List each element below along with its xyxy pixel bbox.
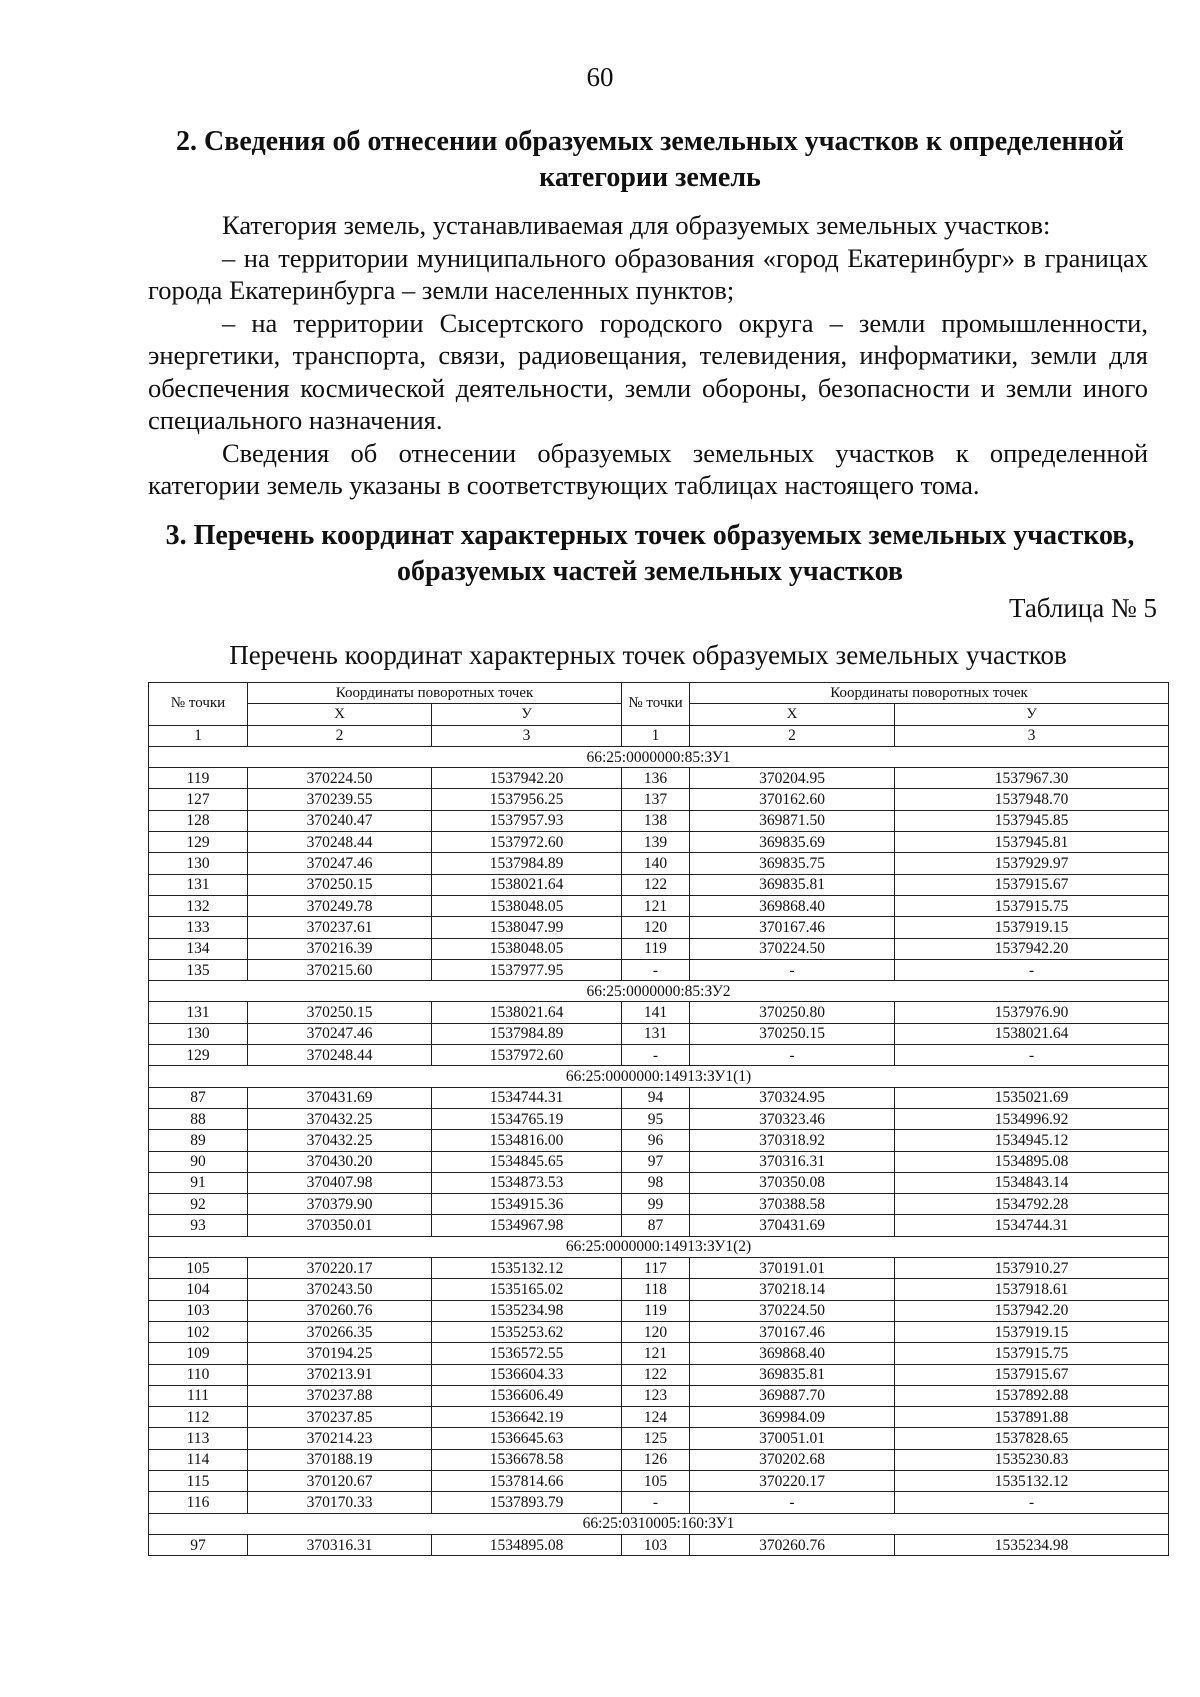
coord-x-cell: 370218.14 <box>690 1279 895 1300</box>
coord-y-cell: 1535021.69 <box>895 1087 1169 1108</box>
coord-x-cell: 370051.01 <box>690 1428 895 1449</box>
coord-y-cell: 1537915.75 <box>895 1343 1169 1364</box>
coord-x-cell: 370388.58 <box>690 1194 895 1215</box>
coord-y-cell: 1537893.79 <box>432 1492 622 1513</box>
point-number-cell: 129 <box>149 832 248 853</box>
coord-x-cell: 370120.67 <box>248 1470 432 1491</box>
table-row <box>149 1023 1169 1044</box>
table-row <box>149 1343 1169 1364</box>
coord-y-cell: 1538048.05 <box>432 938 622 959</box>
coord-y-cell: 1535234.98 <box>432 1300 622 1321</box>
coord-x-cell: 370247.46 <box>248 1023 432 1044</box>
coord-y-cell: 1537918.61 <box>895 1279 1169 1300</box>
coord-x-cell: 370318.92 <box>690 1130 895 1151</box>
table-row <box>149 1130 1169 1151</box>
column-index: 2 <box>690 725 895 746</box>
table-row <box>149 1279 1169 1300</box>
coord-y-cell: 1537915.67 <box>895 1364 1169 1385</box>
coord-x-cell: 370237.61 <box>248 917 432 938</box>
coord-x-cell: 370247.46 <box>248 853 432 874</box>
coord-y-cell: 1534895.08 <box>432 1534 622 1555</box>
coord-x-cell: 369984.09 <box>690 1407 895 1428</box>
table-row <box>149 853 1169 874</box>
coord-x-cell: 370167.46 <box>690 917 895 938</box>
paragraph-sysert: – на территории Сысертского городского округа – земли промышленности, энергетики, транспорта, связи, радиовещания, телевидения, информатики, земли для обеспечения космической деятельности, земли обороны, безопасности и земли иного специального назначения. <box>148 307 1148 435</box>
table-row <box>149 1215 1169 1236</box>
parcel-id: 66:25:0310005:160:ЗУ1 <box>149 1513 1169 1534</box>
table-row <box>149 832 1169 853</box>
header-coordinates: Координаты поворотных точек <box>690 683 1169 704</box>
table-row <box>149 768 1169 789</box>
coord-x-cell: 370224.50 <box>690 1300 895 1321</box>
coord-y-cell: 1536645.63 <box>432 1428 622 1449</box>
coord-x-cell: 370432.25 <box>248 1130 432 1151</box>
point-number-cell: 140 <box>622 853 690 874</box>
point-number-cell: 97 <box>149 1534 248 1555</box>
coord-x-cell: 370194.25 <box>248 1343 432 1364</box>
point-number-cell: 111 <box>149 1385 248 1406</box>
coord-y-cell: 1537972.60 <box>432 832 622 853</box>
coord-y-cell: 1536678.58 <box>432 1449 622 1470</box>
point-number-cell: 110 <box>149 1364 248 1385</box>
table-row <box>149 810 1169 831</box>
point-number-cell: 99 <box>622 1194 690 1215</box>
coord-y-cell: 1537976.90 <box>895 1002 1169 1023</box>
table-row <box>149 1534 1169 1555</box>
parcel-section-row <box>149 1066 1169 1087</box>
coord-x-cell: 369835.69 <box>690 832 895 853</box>
coord-x-cell: 370316.31 <box>690 1151 895 1172</box>
coord-y-cell: 1537929.97 <box>895 853 1169 874</box>
header-x: Х <box>248 704 432 725</box>
point-number-cell: 133 <box>149 917 248 938</box>
coord-x-cell: 370202.68 <box>690 1449 895 1470</box>
coord-x-cell: 370204.95 <box>690 768 895 789</box>
table-row <box>149 1449 1169 1470</box>
table-row <box>149 1470 1169 1491</box>
point-number-cell: 131 <box>149 874 248 895</box>
coord-y-cell: 1535165.02 <box>432 1279 622 1300</box>
coord-x-cell: 370250.15 <box>248 1002 432 1023</box>
coord-x-cell: 370167.46 <box>690 1321 895 1342</box>
coord-x-cell: 370215.60 <box>248 959 432 980</box>
coord-x-cell: 370237.88 <box>248 1385 432 1406</box>
column-index: 1 <box>622 725 690 746</box>
point-number-cell: 105 <box>149 1258 248 1279</box>
coord-y-cell: 1537915.67 <box>895 874 1169 895</box>
coord-x-cell: 370216.39 <box>248 938 432 959</box>
point-number-cell: 103 <box>622 1534 690 1555</box>
coord-y-cell: 1538021.64 <box>432 874 622 895</box>
table-row <box>149 1492 1169 1513</box>
point-number-cell: 128 <box>149 810 248 831</box>
coord-x-cell: 370213.91 <box>248 1364 432 1385</box>
coord-x-cell: 370350.01 <box>248 1215 432 1236</box>
coord-y-cell: 1535132.12 <box>895 1470 1169 1491</box>
point-number-cell: 130 <box>149 1023 248 1044</box>
coord-x-cell: 370266.35 <box>248 1321 432 1342</box>
table-row <box>149 1151 1169 1172</box>
table-row <box>149 874 1169 895</box>
header-y: У <box>432 704 622 725</box>
point-number-cell: 126 <box>622 1449 690 1470</box>
coord-x-cell: 370214.23 <box>248 1428 432 1449</box>
table-row <box>149 1385 1169 1406</box>
point-number-cell: 87 <box>149 1087 248 1108</box>
coord-x-cell: 370407.98 <box>248 1172 432 1193</box>
point-number-cell: 120 <box>622 1321 690 1342</box>
table-row <box>149 1300 1169 1321</box>
column-index: 3 <box>432 725 622 746</box>
table-row <box>149 1428 1169 1449</box>
coord-y-cell: 1537942.20 <box>895 1300 1169 1321</box>
point-number-cell: - <box>622 959 690 980</box>
point-number-cell: 94 <box>622 1087 690 1108</box>
coord-y-cell: 1534945.12 <box>895 1130 1169 1151</box>
coord-x-cell: 370240.47 <box>248 810 432 831</box>
table-row <box>149 1194 1169 1215</box>
coord-y-cell: 1537956.25 <box>432 789 622 810</box>
coord-y-cell: 1537891.88 <box>895 1407 1169 1428</box>
coord-y-cell: 1537814.66 <box>432 1470 622 1491</box>
point-number-cell: 93 <box>149 1215 248 1236</box>
point-number-cell: 121 <box>622 1343 690 1364</box>
coord-x-cell: 370431.69 <box>690 1215 895 1236</box>
coord-y-cell: 1537984.89 <box>432 853 622 874</box>
coord-y-cell: 1535234.98 <box>895 1534 1169 1555</box>
coord-y-cell: 1538021.64 <box>432 1002 622 1023</box>
coord-y-cell: 1534996.92 <box>895 1108 1169 1129</box>
point-number-cell: 109 <box>149 1343 248 1364</box>
coord-x-cell: 370248.44 <box>248 1045 432 1066</box>
coord-y-cell: 1535253.62 <box>432 1321 622 1342</box>
table-row <box>149 789 1169 810</box>
header-point-number: № точки <box>149 683 248 726</box>
point-number-cell: 103 <box>149 1300 248 1321</box>
section-3-title: 3. Перечень координат характерных точек образуемых земельных участков, образуемых частей земельных участков <box>165 520 1135 587</box>
coord-x-cell: 370162.60 <box>690 789 895 810</box>
point-number-cell: 98 <box>622 1172 690 1193</box>
parcel-section-row <box>149 981 1169 1002</box>
coord-y-cell: 1537942.20 <box>895 938 1169 959</box>
point-number-cell: 132 <box>149 895 248 916</box>
point-number-cell: 92 <box>149 1194 248 1215</box>
column-index: 1 <box>149 725 248 746</box>
point-number-cell: 113 <box>149 1428 248 1449</box>
coord-y-cell: 1537910.27 <box>895 1258 1169 1279</box>
coord-y-cell: 1534843.14 <box>895 1172 1169 1193</box>
coord-y-cell: - <box>895 1045 1169 1066</box>
point-number-cell: 129 <box>149 1045 248 1066</box>
point-number-cell: 141 <box>622 1002 690 1023</box>
column-index-row <box>149 725 1169 746</box>
coord-x-cell: 369835.75 <box>690 853 895 874</box>
point-number-cell: - <box>622 1492 690 1513</box>
point-number-cell: 104 <box>149 1279 248 1300</box>
table-row <box>149 1321 1169 1342</box>
coord-x-cell: 369835.81 <box>690 1364 895 1385</box>
coord-y-cell: - <box>895 959 1169 980</box>
table-label: Таблица № 5 <box>1009 593 1157 623</box>
section-2-title: 2. Сведения об отнесении образуемых земельных участков к определенной категории земель <box>176 126 1124 193</box>
coord-x-cell: - <box>690 1045 895 1066</box>
table-row <box>149 1172 1169 1193</box>
point-number-cell: 131 <box>622 1023 690 1044</box>
coord-x-cell: 369871.50 <box>690 810 895 831</box>
coord-y-cell: 1536606.49 <box>432 1385 622 1406</box>
coord-y-cell: 1538048.05 <box>432 895 622 916</box>
coord-x-cell: 370224.50 <box>690 938 895 959</box>
coord-x-cell: 370379.90 <box>248 1194 432 1215</box>
point-number-cell: 116 <box>149 1492 248 1513</box>
table-row <box>149 1258 1169 1279</box>
point-number-cell: 137 <box>622 789 690 810</box>
coord-x-cell: 370250.80 <box>690 1002 895 1023</box>
coord-y-cell: 1536604.33 <box>432 1364 622 1385</box>
point-number-cell: 131 <box>149 1002 248 1023</box>
coord-y-cell: 1535132.12 <box>432 1258 622 1279</box>
parcel-id: 66:25:0000000:85:ЗУ2 <box>149 981 1169 1002</box>
coord-y-cell: 1537892.88 <box>895 1385 1169 1406</box>
coord-y-cell: 1537919.15 <box>895 1321 1169 1342</box>
point-number-cell: 96 <box>622 1130 690 1151</box>
point-number-cell: 91 <box>149 1172 248 1193</box>
coord-x-cell: 370220.17 <box>248 1258 432 1279</box>
coord-y-cell: 1534895.08 <box>895 1151 1169 1172</box>
point-number-cell: 90 <box>149 1151 248 1172</box>
coord-y-cell: 1537942.20 <box>432 768 622 789</box>
point-number-cell: 95 <box>622 1108 690 1129</box>
coord-x-cell: 370243.50 <box>248 1279 432 1300</box>
point-number-cell: 102 <box>149 1321 248 1342</box>
coord-x-cell: 370431.69 <box>248 1087 432 1108</box>
coordinates-table-body <box>149 746 1169 1555</box>
coord-y-cell: 1536572.55 <box>432 1343 622 1364</box>
point-number-cell: 117 <box>622 1258 690 1279</box>
coord-x-cell: 369835.81 <box>690 874 895 895</box>
point-number-cell: 124 <box>622 1407 690 1428</box>
point-number-cell: 105 <box>622 1470 690 1491</box>
point-number-cell: 120 <box>622 917 690 938</box>
column-index: 3 <box>895 725 1169 746</box>
point-number-cell: - <box>622 1045 690 1066</box>
parcel-id: 66:25:0000000:85:ЗУ1 <box>149 746 1169 767</box>
point-number-cell: 138 <box>622 810 690 831</box>
coord-x-cell: - <box>690 1492 895 1513</box>
table-row <box>149 1364 1169 1385</box>
coord-x-cell: 369887.70 <box>690 1385 895 1406</box>
coord-x-cell: 370248.44 <box>248 832 432 853</box>
point-number-cell: 123 <box>622 1385 690 1406</box>
point-number-cell: 125 <box>622 1428 690 1449</box>
paragraph-ekaterinburg: – на территории муниципального образования «город Екатеринбург» в границах города Екатеринбурга – земли населенных пунктов; <box>148 242 1148 305</box>
coord-y-cell: 1534792.28 <box>895 1194 1169 1215</box>
coord-y-cell: 1534873.53 <box>432 1172 622 1193</box>
point-number-cell: 130 <box>149 853 248 874</box>
table-row <box>149 1108 1169 1129</box>
paragraph-category-intro: Категория земель, устанавливаемая для образуемых земельных участков: <box>222 210 1051 240</box>
coord-y-cell: 1537984.89 <box>432 1023 622 1044</box>
coord-y-cell: 1537948.70 <box>895 789 1169 810</box>
point-number-cell: 88 <box>149 1108 248 1129</box>
point-number-cell: 87 <box>622 1215 690 1236</box>
coord-x-cell: 370188.19 <box>248 1449 432 1470</box>
parcel-section-row <box>149 1513 1169 1534</box>
header-coordinates: Координаты поворотных точек <box>248 683 622 704</box>
paragraph-reference: Сведения об отнесении образуемых земельных участков к определенной категории земель указаны в соответствующих таблицах настоящего тома. <box>148 437 1148 500</box>
coord-y-cell: 1535230.83 <box>895 1449 1169 1470</box>
table-row <box>149 1045 1169 1066</box>
page-number: 60 <box>586 62 614 92</box>
header-point-number: № точки <box>622 683 690 726</box>
point-number-cell: 119 <box>622 1300 690 1321</box>
point-number-cell: 119 <box>149 768 248 789</box>
table-row <box>149 917 1169 938</box>
coord-y-cell: 1537915.75 <box>895 895 1169 916</box>
coord-x-cell: 370432.25 <box>248 1108 432 1129</box>
coord-x-cell: 369868.40 <box>690 895 895 916</box>
coord-y-cell: 1537828.65 <box>895 1428 1169 1449</box>
header-y: У <box>895 704 1169 725</box>
header-x: Х <box>690 704 895 725</box>
coord-y-cell: 1537967.30 <box>895 768 1169 789</box>
coord-x-cell: 370350.08 <box>690 1172 895 1193</box>
point-number-cell: 114 <box>149 1449 248 1470</box>
table-row <box>149 938 1169 959</box>
point-number-cell: 118 <box>622 1279 690 1300</box>
coord-x-cell: 370170.33 <box>248 1492 432 1513</box>
point-number-cell: 134 <box>149 938 248 959</box>
parcel-id: 66:25:0000000:14913:ЗУ1(1) <box>149 1066 1169 1087</box>
coord-x-cell: 370260.76 <box>248 1300 432 1321</box>
point-number-cell: 97 <box>622 1151 690 1172</box>
point-number-cell: 119 <box>622 938 690 959</box>
table-row <box>149 895 1169 916</box>
point-number-cell: 121 <box>622 895 690 916</box>
coord-y-cell: 1534744.31 <box>895 1215 1169 1236</box>
coord-x-cell: 369868.40 <box>690 1343 895 1364</box>
coord-x-cell: 370239.55 <box>248 789 432 810</box>
coord-y-cell: 1534744.31 <box>432 1087 622 1108</box>
coord-y-cell: 1534765.19 <box>432 1108 622 1129</box>
coord-x-cell: 370191.01 <box>690 1258 895 1279</box>
point-number-cell: 122 <box>622 874 690 895</box>
table-title: Перечень координат характерных точек образуемых земельных участков <box>229 640 1067 670</box>
coord-x-cell: 370250.15 <box>248 874 432 895</box>
coord-x-cell: 370260.76 <box>690 1534 895 1555</box>
parcel-section-row <box>149 1236 1169 1257</box>
table-row <box>149 1407 1169 1428</box>
point-number-cell: 115 <box>149 1470 248 1491</box>
coord-y-cell: 1537977.95 <box>432 959 622 980</box>
coordinates-table <box>148 682 1169 1556</box>
parcel-section-row <box>149 746 1169 767</box>
table-row <box>149 959 1169 980</box>
coord-y-cell: 1538047.99 <box>432 917 622 938</box>
coord-y-cell: 1537957.93 <box>432 810 622 831</box>
point-number-cell: 112 <box>149 1407 248 1428</box>
coord-y-cell: 1534816.00 <box>432 1130 622 1151</box>
section-2-body <box>148 209 1148 502</box>
coord-y-cell: 1534967.98 <box>432 1215 622 1236</box>
coord-x-cell: 370250.15 <box>690 1023 895 1044</box>
coord-y-cell: 1538021.64 <box>895 1023 1169 1044</box>
coord-x-cell: 370323.46 <box>690 1108 895 1129</box>
coord-x-cell: 370430.20 <box>248 1151 432 1172</box>
point-number-cell: 139 <box>622 832 690 853</box>
point-number-cell: 127 <box>149 789 248 810</box>
parcel-id: 66:25:0000000:14913:ЗУ1(2) <box>149 1236 1169 1257</box>
coord-y-cell: 1536642.19 <box>432 1407 622 1428</box>
coord-x-cell: 370249.78 <box>248 895 432 916</box>
coord-y-cell: 1537919.15 <box>895 917 1169 938</box>
coord-y-cell: - <box>895 1492 1169 1513</box>
coord-x-cell: 370316.31 <box>248 1534 432 1555</box>
column-index: 2 <box>248 725 432 746</box>
coord-y-cell: 1537972.60 <box>432 1045 622 1066</box>
coord-x-cell: 370224.50 <box>248 768 432 789</box>
coord-y-cell: 1537945.81 <box>895 832 1169 853</box>
coord-y-cell: 1534845.65 <box>432 1151 622 1172</box>
point-number-cell: 136 <box>622 768 690 789</box>
coord-x-cell: 370324.95 <box>690 1087 895 1108</box>
coord-y-cell: 1534915.36 <box>432 1194 622 1215</box>
coord-x-cell: 370220.17 <box>690 1470 895 1491</box>
point-number-cell: 89 <box>149 1130 248 1151</box>
point-number-cell: 135 <box>149 959 248 980</box>
coord-x-cell: - <box>690 959 895 980</box>
point-number-cell: 122 <box>622 1364 690 1385</box>
coord-x-cell: 370237.85 <box>248 1407 432 1428</box>
coord-y-cell: 1537945.85 <box>895 810 1169 831</box>
table-row <box>149 1002 1169 1023</box>
table-row <box>149 1087 1169 1108</box>
